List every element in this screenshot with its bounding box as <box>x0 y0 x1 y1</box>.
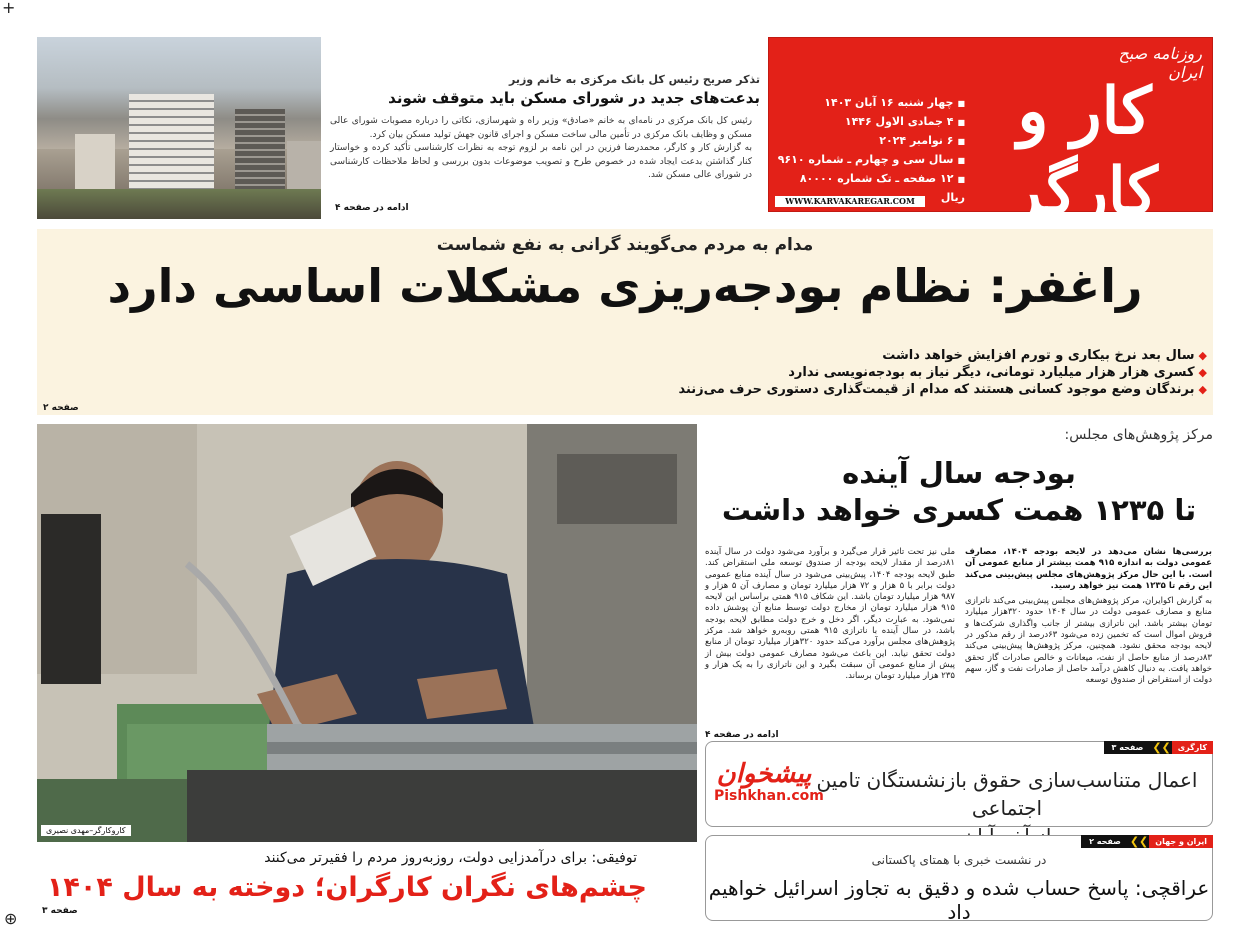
photo-caption-kicker: توفیقی: برای درآمدزایی دولت، روزبه‌روز مردم را فقیرتر می‌کنند <box>264 850 637 866</box>
issue-date-persian: ■ چهار شنبه ۱۶ آبان ۱۴۰۳ <box>775 94 965 113</box>
registration-mark-bottom: ⊕ <box>4 909 18 927</box>
website-url[interactable]: WWW.KARVAKAREGAR.COM <box>775 196 925 207</box>
budget-story-lead: بررسی‌ها نشان می‌دهد در لایحه بودجه ۱۴۰۴، مصارف عمومی دولت به اندازه ۹۱۵ همت بیشتر از منابع عمومی آن است. با این حال مرکز پژوهش‌های مجلس پیش‌بینی می‌کند این رقم تا ۱۲۳۵ همت نیز خواهد رسید. <box>965 547 1212 591</box>
budget-story-headline[interactable] <box>705 455 1213 529</box>
issue-info <box>775 94 965 207</box>
issue-date-gregorian: ■ ۶ نوامبر ۲۰۲۴ <box>775 132 965 151</box>
budget-headline-line: تا ۱۲۳۵ همت کسری خواهد داشت <box>721 493 1197 527</box>
budget-story-body: ملی نیز تحت تاثیر قرار می‌گیرد و برآورد می‌شود دولت در سال آینده ۸۱درصد از مقدار لایحه بودجه از صندوق توسعه ملی استقراض کند. طبق لایحه بودجه ۱۴۰۴، پیش‌بینی می‌شود در سال آینده منابع عمومی دولت برابر با ۵ هزار و ۷۲ هزار میلیارد تومان و مصارف آن ۵ هزار و ۹۸۷ هزار میلیارد تومان باشد. این شکاف ۹۱۵ همتی براساس این لایحه ۹۱۵ هزار میلیارد تومان از مخارج دولت توسط منابع آن پوشش داده نمی‌شود. به عبارت دیگر، اگر دخل و خرج دولت مطابق لایحه بودجه باشد، در سال آینده با ناترازی ۹۱۵ همتی روبه‌رو خواهد شد. مرکز پژوهش‌های مجلس برآورد می‌کند حدود ۳۲۰هزار میلیارد تومان از منابع دولت تحقق نیابد. این باعث می‌شود مصارف عمومی دولت بیش از پیش از منابع عمومی آن سبقت بگیرد و این ناترازی را به یک هزار و ۲۳۵ هزار میلیارد تومان برساند. <box>705 547 956 682</box>
main-story-page-ref[interactable]: صفحه ۲ <box>43 403 79 413</box>
top-story-paragraph: به گزارش کار و کارگر، محمدرضا فرزین در این نامه بر لزوم توجه به نظرات کارشناسی تأکید کرده و خواستار کنار گذاشتن بدعت ایجاد شده در خصوص طرح و تصویب موضوعات بدون بررسی و لحاظ ملاحظات کارشناسی در شورای عالی مسکن شد. <box>330 143 752 180</box>
pension-headline-line: اعمال متناسب‌سازی حقوق بازنشستگان تامین اجتماعی <box>816 768 1198 820</box>
section-tag <box>1081 835 1213 848</box>
pishkhan-watermark <box>714 759 824 804</box>
top-story-paragraph: رئیس کل بانک مرکزی در نامه‌ای به خانم «صادق» وزیر راه و شهرسازی، نکاتی را درباره مصوبات شورای عالی مسکن و وظایف بانک مرکزی در تأمین مالی ساخت مسکن و اجرای قانون جهش تولید مسکن بیان کرد. <box>330 116 752 140</box>
main-story-bullets <box>678 347 1207 398</box>
chevron-icon: ❯❯ <box>1129 835 1149 848</box>
pishkhan-url: Pishkhan.com <box>714 788 824 804</box>
pishkhan-logo: پیشخوان <box>716 759 812 789</box>
section-tag <box>1104 741 1213 754</box>
photo-credit: کاروکارگر–مهدی نصیری <box>41 825 131 836</box>
top-story-continued[interactable]: ادامه در صفحه ۴ <box>335 203 409 213</box>
masthead-tagline: روزنامه صبح ایران <box>1118 44 1202 82</box>
photo-caption <box>37 848 697 922</box>
masthead <box>768 37 1213 229</box>
issue-number: ■ سال سی و چهارم ـ شماره ۹۶۱۰ <box>775 151 965 170</box>
budget-headline-line: بودجه سال آینده <box>842 456 1076 490</box>
section-tag-page: صفحه ۲ <box>1081 835 1129 848</box>
world-news-box[interactable] <box>705 835 1213 924</box>
world-news-kicker: در نشست خبری با همتای پاکستانی <box>871 853 1047 867</box>
world-news-headline[interactable]: عراقچی: پاسخ حساب شده و دقیق به تجاوز اسرائیل خواهیم داد <box>708 876 1210 924</box>
workshop-illustration <box>37 424 697 842</box>
top-story-kicker: تذکر صریح رئیس کل بانک مرکزی به خانم وزیر <box>509 73 760 86</box>
photo-caption-headline[interactable]: چشم‌های نگران کارگران؛ دوخته به سال ۱۴۰۴ <box>46 872 647 903</box>
newspaper-logo: کار و کارگر <box>1011 74 1158 229</box>
main-story-bullet: ◆ برندگان وضع موجود کسانی هستند که مدام از قیمت‌گذاری دستوری حرف می‌زنند <box>678 381 1207 398</box>
workshop-photo <box>37 424 697 842</box>
top-story-headline[interactable]: بدعت‌های جدید در شورای مسکن باید متوقف شوند <box>388 89 760 107</box>
main-story-bullet: ◆ کسری هزار هزار میلیارد تومانی، دیگر نیاز به بودجه‌نویسی ندارد <box>678 364 1207 381</box>
issue-price: ■ ۱۲ صفحه ـ تک شماره ۸۰۰۰۰ ریال <box>775 170 965 207</box>
section-tag-page: صفحه ۳ <box>1104 741 1152 754</box>
top-story-body <box>330 115 760 183</box>
budget-story-body: به گزارش اکوایران، مرکز پژوهش‌های مجلس پیش‌بینی می‌کند ناترازی منابع و مصارف عمومی دولت در سال ۱۴۰۴ حدود ۳۲۰هزار میلیارد تومان بیشتر باشد. این ناترازی بیشتر از جانب واگذاری شرکت‌ها و فروش اموال است که تخمین زده می‌شود ۶۳درصد از رقم مذکور در لایحه بودجه محقق نشود. همچنین، مرکز پژوهش‌ها پیش‌بینی می‌کند ۸۳درصد از منابع حاصل از نفت، میعانات و خالص صادرات گاز تحقق خواهد یافت. به دنبال کاهش درآمد حاصل از صادرات نفت و گاز، سهم دولت از استقراض از صندوق توسعه <box>965 596 1212 686</box>
budget-story-kicker: مرکز پژوهش‌های مجلس: <box>1064 427 1213 443</box>
main-story-bullet: ◆ سال بعد نرخ بیکاری و تورم افزایش خواهد داشت <box>678 347 1207 364</box>
main-story <box>37 229 1213 415</box>
registration-mark-top: + <box>2 0 16 17</box>
issue-date-hijri: ■ ۴ جمادی الاول ۱۴۴۶ <box>775 113 965 132</box>
pension-news-box[interactable] <box>705 741 1213 827</box>
main-story-kicker: مدام به مردم می‌گویند گرانی به نفع شماست <box>436 235 814 255</box>
city-skyline-photo <box>37 37 321 219</box>
top-story <box>330 73 760 183</box>
section-tag-label: کارگری <box>1172 741 1213 754</box>
section-tag-label: ایران و جهان <box>1149 835 1213 848</box>
photo-caption-page-ref[interactable]: صفحه ۳ <box>42 906 78 916</box>
budget-story-column-right <box>965 547 1212 687</box>
chevron-icon: ❯❯ <box>1152 741 1171 754</box>
budget-story-continued[interactable]: ادامه در صفحه ۴ <box>705 730 779 740</box>
main-story-headline[interactable]: راغفر: نظام بودجه‌ریزی مشکلات اساسی دارد <box>107 259 1143 313</box>
budget-story-column-left <box>705 547 955 683</box>
